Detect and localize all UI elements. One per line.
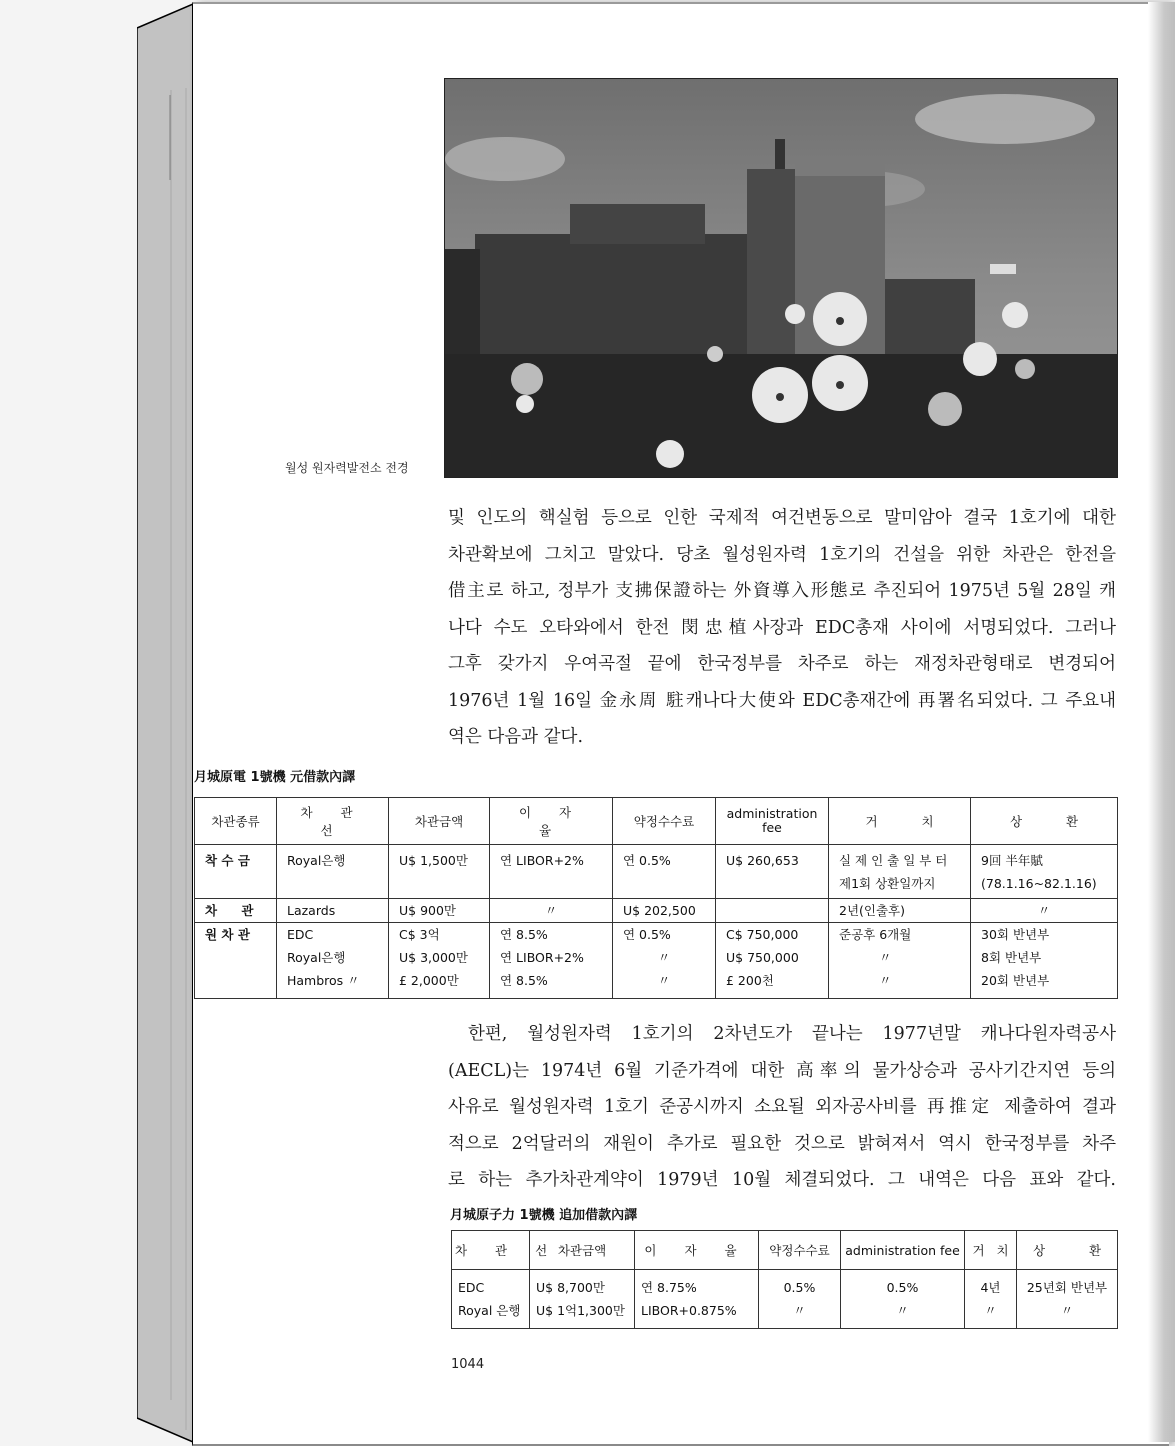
loan-type: 차 관: [205, 903, 254, 918]
header-admin-fee: [716, 798, 829, 845]
loan-type: 착 수 금: [205, 853, 250, 868]
paragraph-line: 로 하는 추가차관계약이 1979년 10월 체결되었다. 그 내역은 다음 표와 같다.: [448, 1170, 1116, 1190]
table-row: [452, 1270, 1118, 1329]
paragraph-line: 한편, 월성원자력 1호기의 2차년도가 끝나는 1977년말 캐나다원자력공사: [468, 1024, 1116, 1044]
repayment: 〃: [1037, 903, 1051, 918]
photo-caption: 월성 원자력발전소 전경: [285, 461, 409, 475]
paragraph-line: 借主로 하고, 정부가 支拂保證하는 外資導入形態로 추진되어 1975년 5월 28일 캐: [448, 581, 1116, 601]
header-admin-fee: administration fee: [841, 1231, 965, 1270]
lender: Royal은행: [287, 853, 346, 868]
repayment: 8회 반년부: [981, 950, 1042, 965]
additional-loan-table: [451, 1230, 1118, 1329]
loan-type: 원 차 관: [205, 927, 250, 942]
grace: 제1회 상환일까지: [839, 876, 936, 891]
interest: 연 8.5%: [500, 927, 548, 942]
paragraph-line: 적으로 2억달러의 재원이 추가로 필요한 것으로 밝혀져서 역시 한국정부를 차주: [448, 1133, 1116, 1154]
amount: U$ 1억1,300만: [536, 1303, 625, 1318]
header-interest: 이 자 율: [635, 1231, 759, 1270]
header-commitment-fee: 약정수수료: [759, 1231, 841, 1270]
header-grace: 거 치: [965, 1231, 1017, 1270]
header-repayment: 상 환: [971, 798, 1118, 845]
table-header-row: [195, 798, 1118, 845]
power-plant-photo: [444, 78, 1118, 478]
body-paragraph-1: [448, 500, 1116, 756]
table-row: [195, 899, 1118, 923]
grace: 〃: [879, 950, 892, 965]
admin-fee: C$ 750,000: [726, 927, 799, 942]
commitment-fee: 연 0.5%: [623, 853, 671, 868]
repayment: 20회 반년부: [981, 973, 1050, 988]
grace: 〃: [879, 973, 892, 988]
paragraph-line: 역은 다음과 같다.: [448, 727, 584, 747]
header-amount: 차관금액: [389, 798, 490, 845]
paragraph-line: 및 인도의 핵실험 등으로 인한 국제적 여건변동으로 말미암아 결국 1호기에 대한: [448, 508, 1116, 528]
body-paragraph-2: [448, 1016, 1116, 1199]
amount: C$ 3억: [399, 927, 440, 942]
header-repayment: 상 환: [1017, 1231, 1118, 1270]
paragraph-line: 1976년 1월 16일 金永周 駐캐나다大使와 EDC총재간에 再署名되었다. 그 주요내: [448, 690, 1116, 711]
interest: LIBOR+0.875%: [641, 1303, 737, 1318]
table2-caption: 月城原子力 1號機 追加借款內譯: [450, 1208, 638, 1223]
table1-caption: 月城原電 1號機 元借款內譯: [194, 770, 356, 785]
lender: Hambros 〃: [287, 973, 360, 988]
paragraph-line: (AECL)는 1974년 6월 기준가격에 대한 高率의 물가상승과 공사기간지연 등의: [448, 1060, 1116, 1081]
header-commitment-fee: 약정수수료: [613, 798, 716, 845]
repayment: 25년회 반년부: [1026, 1280, 1108, 1295]
lender: Royal은행: [287, 950, 346, 965]
admin-fee: 〃: [896, 1303, 909, 1318]
paragraph-line: 그후 갖가지 우여곡절 끝에 한국정부를 차주로 하는 재정차관형태로 변경되어: [448, 654, 1116, 674]
repayment: (78.1.16~82.1.16): [981, 876, 1097, 891]
paragraph-line: 차관확보에 그치고 말았다. 당초 월성원자력 1호기의 건설을 위한 차관은 한전을: [448, 544, 1116, 565]
admin-fee: 0.5%: [886, 1280, 919, 1295]
grace: 2년(인출후): [839, 903, 906, 918]
commitment-fee: 〃: [793, 1303, 806, 1318]
grace: 〃: [984, 1303, 997, 1318]
commitment-fee: 연 0.5%: [623, 927, 671, 942]
commitment-fee: 〃: [657, 973, 671, 988]
paragraph-line: 나다 수도 오타와에서 한전 閔忠植사장과 EDC총재 사이에 서명되었다. 그러나: [448, 617, 1116, 638]
repayment: 9回 半年賦: [981, 853, 1043, 868]
grace: 실 제 인 출 일 부 터: [839, 853, 948, 868]
header-amount: 차관금액: [530, 1231, 635, 1270]
lender: Lazards: [287, 903, 336, 918]
paragraph-line: 사유로 월성원자력 1호기 준공시까지 소요될 외자공사비를 再推定 제출하여 결과: [448, 1097, 1116, 1117]
header-grace: 거 치: [829, 798, 971, 845]
header-loan-type: 차관종류: [195, 798, 277, 845]
amount: U$ 3,000만: [399, 950, 468, 965]
amount: £ 2,000만: [399, 973, 459, 988]
grace: 4년: [980, 1280, 1001, 1295]
header-admin-fee-line1: administration: [726, 806, 818, 821]
header-lender: 차 관 선: [452, 1231, 530, 1270]
table-row: [195, 845, 1118, 899]
page-number: 1044: [451, 1357, 485, 1372]
table-header-row: [452, 1231, 1118, 1270]
commitment-fee: 〃: [657, 950, 671, 965]
admin-fee: [726, 899, 818, 922]
header-admin-fee-line2: fee: [762, 820, 782, 835]
amount: U$ 8,700만: [536, 1280, 605, 1295]
header-lender: 차 관 선: [277, 798, 389, 845]
interest: 연 8.75%: [641, 1280, 697, 1295]
interest: 연 8.5%: [500, 973, 548, 988]
interest: 연 LIBOR+2%: [500, 853, 584, 868]
lender: EDC: [287, 927, 314, 942]
page-edge-shadow: [1148, 2, 1175, 1442]
lender: EDC: [458, 1280, 485, 1295]
interest: 〃: [544, 903, 558, 918]
interest: 연 LIBOR+2%: [500, 950, 584, 965]
amount: U$ 900만: [399, 903, 457, 918]
admin-fee: U$ 260,653: [726, 853, 799, 868]
commitment-fee: 0.5%: [783, 1280, 816, 1295]
repayment: 30회 반년부: [981, 927, 1050, 942]
amount: U$ 1,500만: [399, 853, 468, 868]
header-interest: 이 자 율: [490, 798, 613, 845]
commitment-fee: U$ 202,500: [623, 903, 696, 918]
admin-fee: U$ 750,000: [726, 950, 799, 965]
book-page-stack: [137, 0, 195, 1446]
lender: Royal 은행: [458, 1303, 521, 1318]
repayment: 〃: [1060, 1303, 1074, 1318]
original-loan-table: [194, 797, 1118, 999]
grace: 준공후 6개월: [839, 927, 912, 942]
table-row: [195, 923, 1118, 999]
admin-fee: £ 200천: [726, 973, 774, 988]
